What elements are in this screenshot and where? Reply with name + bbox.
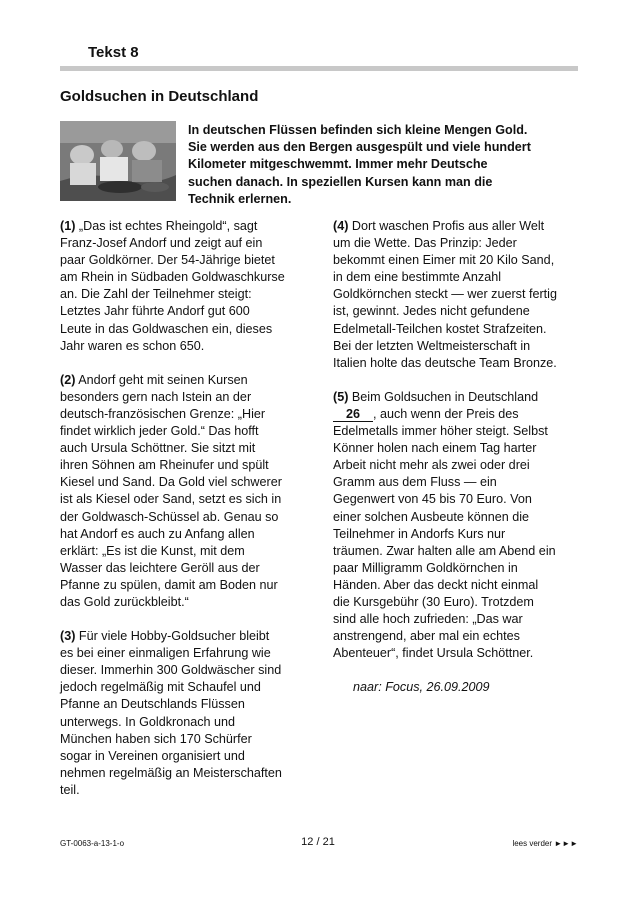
paragraph-4 (333, 218, 583, 372)
paragraph-5 (333, 389, 583, 663)
text-line: Edelmetall-Teilchen kostet Strafzeiten. (333, 321, 547, 336)
lead-line: suchen danach. In speziellen Kursen kann man die (188, 174, 493, 189)
text-line: Italien holte das deutsche Team Bronze. (333, 355, 557, 370)
text-line: an. Die Zahl der Teilnehmer steigt: (60, 287, 252, 302)
continue-indicator: lees verder ►►► (512, 839, 578, 848)
paragraph-number: (4) (333, 219, 349, 233)
paragraph-number: (3) (60, 629, 76, 644)
text-line: Bei der letzten Weltmeisterschaft in (333, 338, 531, 353)
article-lead (188, 122, 578, 208)
text-line: Pfanne zu spülen, damit am Boden nur (60, 577, 278, 592)
text-line: dieser. Immerhin 300 Goldwäscher sind (60, 663, 282, 678)
paragraph-number: (1) (60, 219, 76, 233)
text-line: die Kursgebühr (30 Euro). Trotzdem (333, 594, 534, 609)
article-photo (60, 121, 176, 201)
left-column (60, 218, 310, 816)
text-line: in dem eine bestimmte Anzahl (333, 270, 502, 285)
text-line: Edelmetalls immer höher steigt. Selbst (333, 424, 548, 439)
document-code: GT-0063-a-13-1-o (60, 839, 125, 848)
lead-line: Technik erlernen. (188, 191, 292, 206)
text-line: Händen. Aber das deckt nicht einmal (333, 577, 539, 592)
text-line: auch Ursula Schöttner. Sie sitzt mit (60, 441, 256, 456)
text-line: ist, gewinnt. Jedes nicht gefundene (333, 304, 530, 319)
source-citation: naar: Focus, 26.09.2009 (353, 680, 490, 695)
text-line: nehmen regelmäßig an Meisterschaften (60, 765, 282, 780)
header-divider (60, 66, 578, 71)
text-line: Dort waschen Profis aus aller Welt (348, 219, 545, 233)
page-number: 12 / 21 (301, 836, 335, 848)
paragraph-1 (60, 218, 310, 355)
text-line: Letztes Jahr führte Andorf gut 600 (60, 304, 250, 319)
paragraph-number: (2) (60, 372, 76, 387)
text-line: ist als Kiesel oder Sand, setzt es sich in (60, 492, 282, 507)
text-line: Beim Goldsuchen in Deutschland (348, 389, 539, 404)
text-line: Könner holen nach einem Tag harter (333, 441, 537, 456)
text-line: Goldkörnchen steckt — wer zuerst fertig (333, 287, 557, 302)
paragraph-number: (5) (333, 389, 349, 404)
lead-line: In deutschen Flüssen befinden sich kleine Mengen Gold. (188, 123, 528, 137)
text-line: findet wirklich jeder Gold.“ Das hofft (60, 424, 259, 439)
answer-blank: 26 (333, 407, 373, 422)
text-line: hat Andorf es auch zu Anfang allen (60, 526, 255, 541)
text-line: anstrengend, aber mal ein echtes (333, 629, 520, 644)
text-line: bekommt einen Eimer mit 20 Kilo Sand, (333, 253, 555, 268)
text-line: das Gold zurückbleibt.“ (60, 594, 189, 609)
text-line: Gegenwert von 45 bis 70 Euro. Von (333, 492, 532, 507)
lead-line: Kilometer mitgeschwemmt. Immer mehr Deutsche (188, 157, 488, 172)
text-line: Abenteuer“, findet Ursula Schöttner. (333, 646, 534, 661)
text-line: erklärt: „Es ist die Kunst, mit dem (60, 543, 245, 558)
text-line: Andorf geht mit seinen Kursen (75, 372, 248, 387)
text-line: „Das ist echtes Rheingold“, sagt (75, 219, 258, 233)
text-line: Für viele Hobby-Goldsucher bleibt (75, 629, 270, 644)
text-line: Jahr waren es schon 650. (60, 338, 205, 353)
text-line: sogar in Vereinen organisiert und (60, 748, 245, 763)
paragraph-2 (60, 372, 310, 611)
text-line: Pfanne an Deutschlands Flüssen (60, 697, 245, 712)
text-line: Teilnehmer in Andorfs Kurs nur (333, 526, 506, 541)
text-line: um die Wette. Das Prinzip: Jeder (333, 236, 517, 251)
text-line: paar Milligramm Goldkörnchen in (333, 560, 518, 575)
text-line: jedoch regelmäßig mit Schaufel und (60, 680, 261, 695)
text-line: Franz-Josef Andorf und zeigt auf ein (60, 236, 263, 251)
lead-line: Sie werden aus den Bergen ausgespült und viele hundert (188, 140, 531, 155)
text-line: deutsch-französischen Grenze: „Hier (60, 406, 266, 421)
text-line: sind alle hoch zufrieden: „Das war (333, 612, 523, 627)
text-line: Gramm aus dem Fluss — ein (333, 475, 497, 490)
paragraph-3 (60, 628, 310, 799)
text-line: , auch wenn der Preis des (373, 406, 519, 421)
text-line: träumen. Zwar halten alle am Abend ein (333, 543, 556, 558)
text-line: München haben sich 170 Schürfer (60, 731, 252, 746)
text-line: unterwegs. In Goldkronach und (60, 714, 236, 729)
text-line: es bei einer einmaligen Erfahrung wie (60, 646, 271, 661)
text-line: ihren Söhnen am Rheinufer und spült (60, 458, 269, 473)
text-line: Wasser das leichtere Geröll aus der (60, 560, 260, 575)
text-line: Arbeit nicht mehr als zwei oder drei (333, 458, 530, 473)
text-line: am Rhein in Südbaden Goldwaschkurse (60, 270, 285, 285)
article-title: Goldsuchen in Deutschland (60, 88, 259, 105)
text-line: Leute in das Goldwaschen ein, dieses (60, 321, 273, 336)
page-title: Tekst 8 (88, 44, 139, 61)
text-line: besonders gern nach Istein an der (60, 389, 252, 404)
text-line: einer solchen Ausbeute können die (333, 509, 530, 524)
text-line: der Goldwasch-Schüssel ab. Genau so (60, 509, 279, 524)
text-line: teil. (60, 782, 80, 797)
text-line: Kiesel und Sand. Da Gold viel schwerer (60, 475, 282, 490)
text-line: paar Goldkörner. Der 54-Jährige bietet (60, 253, 275, 268)
right-column (333, 218, 583, 696)
